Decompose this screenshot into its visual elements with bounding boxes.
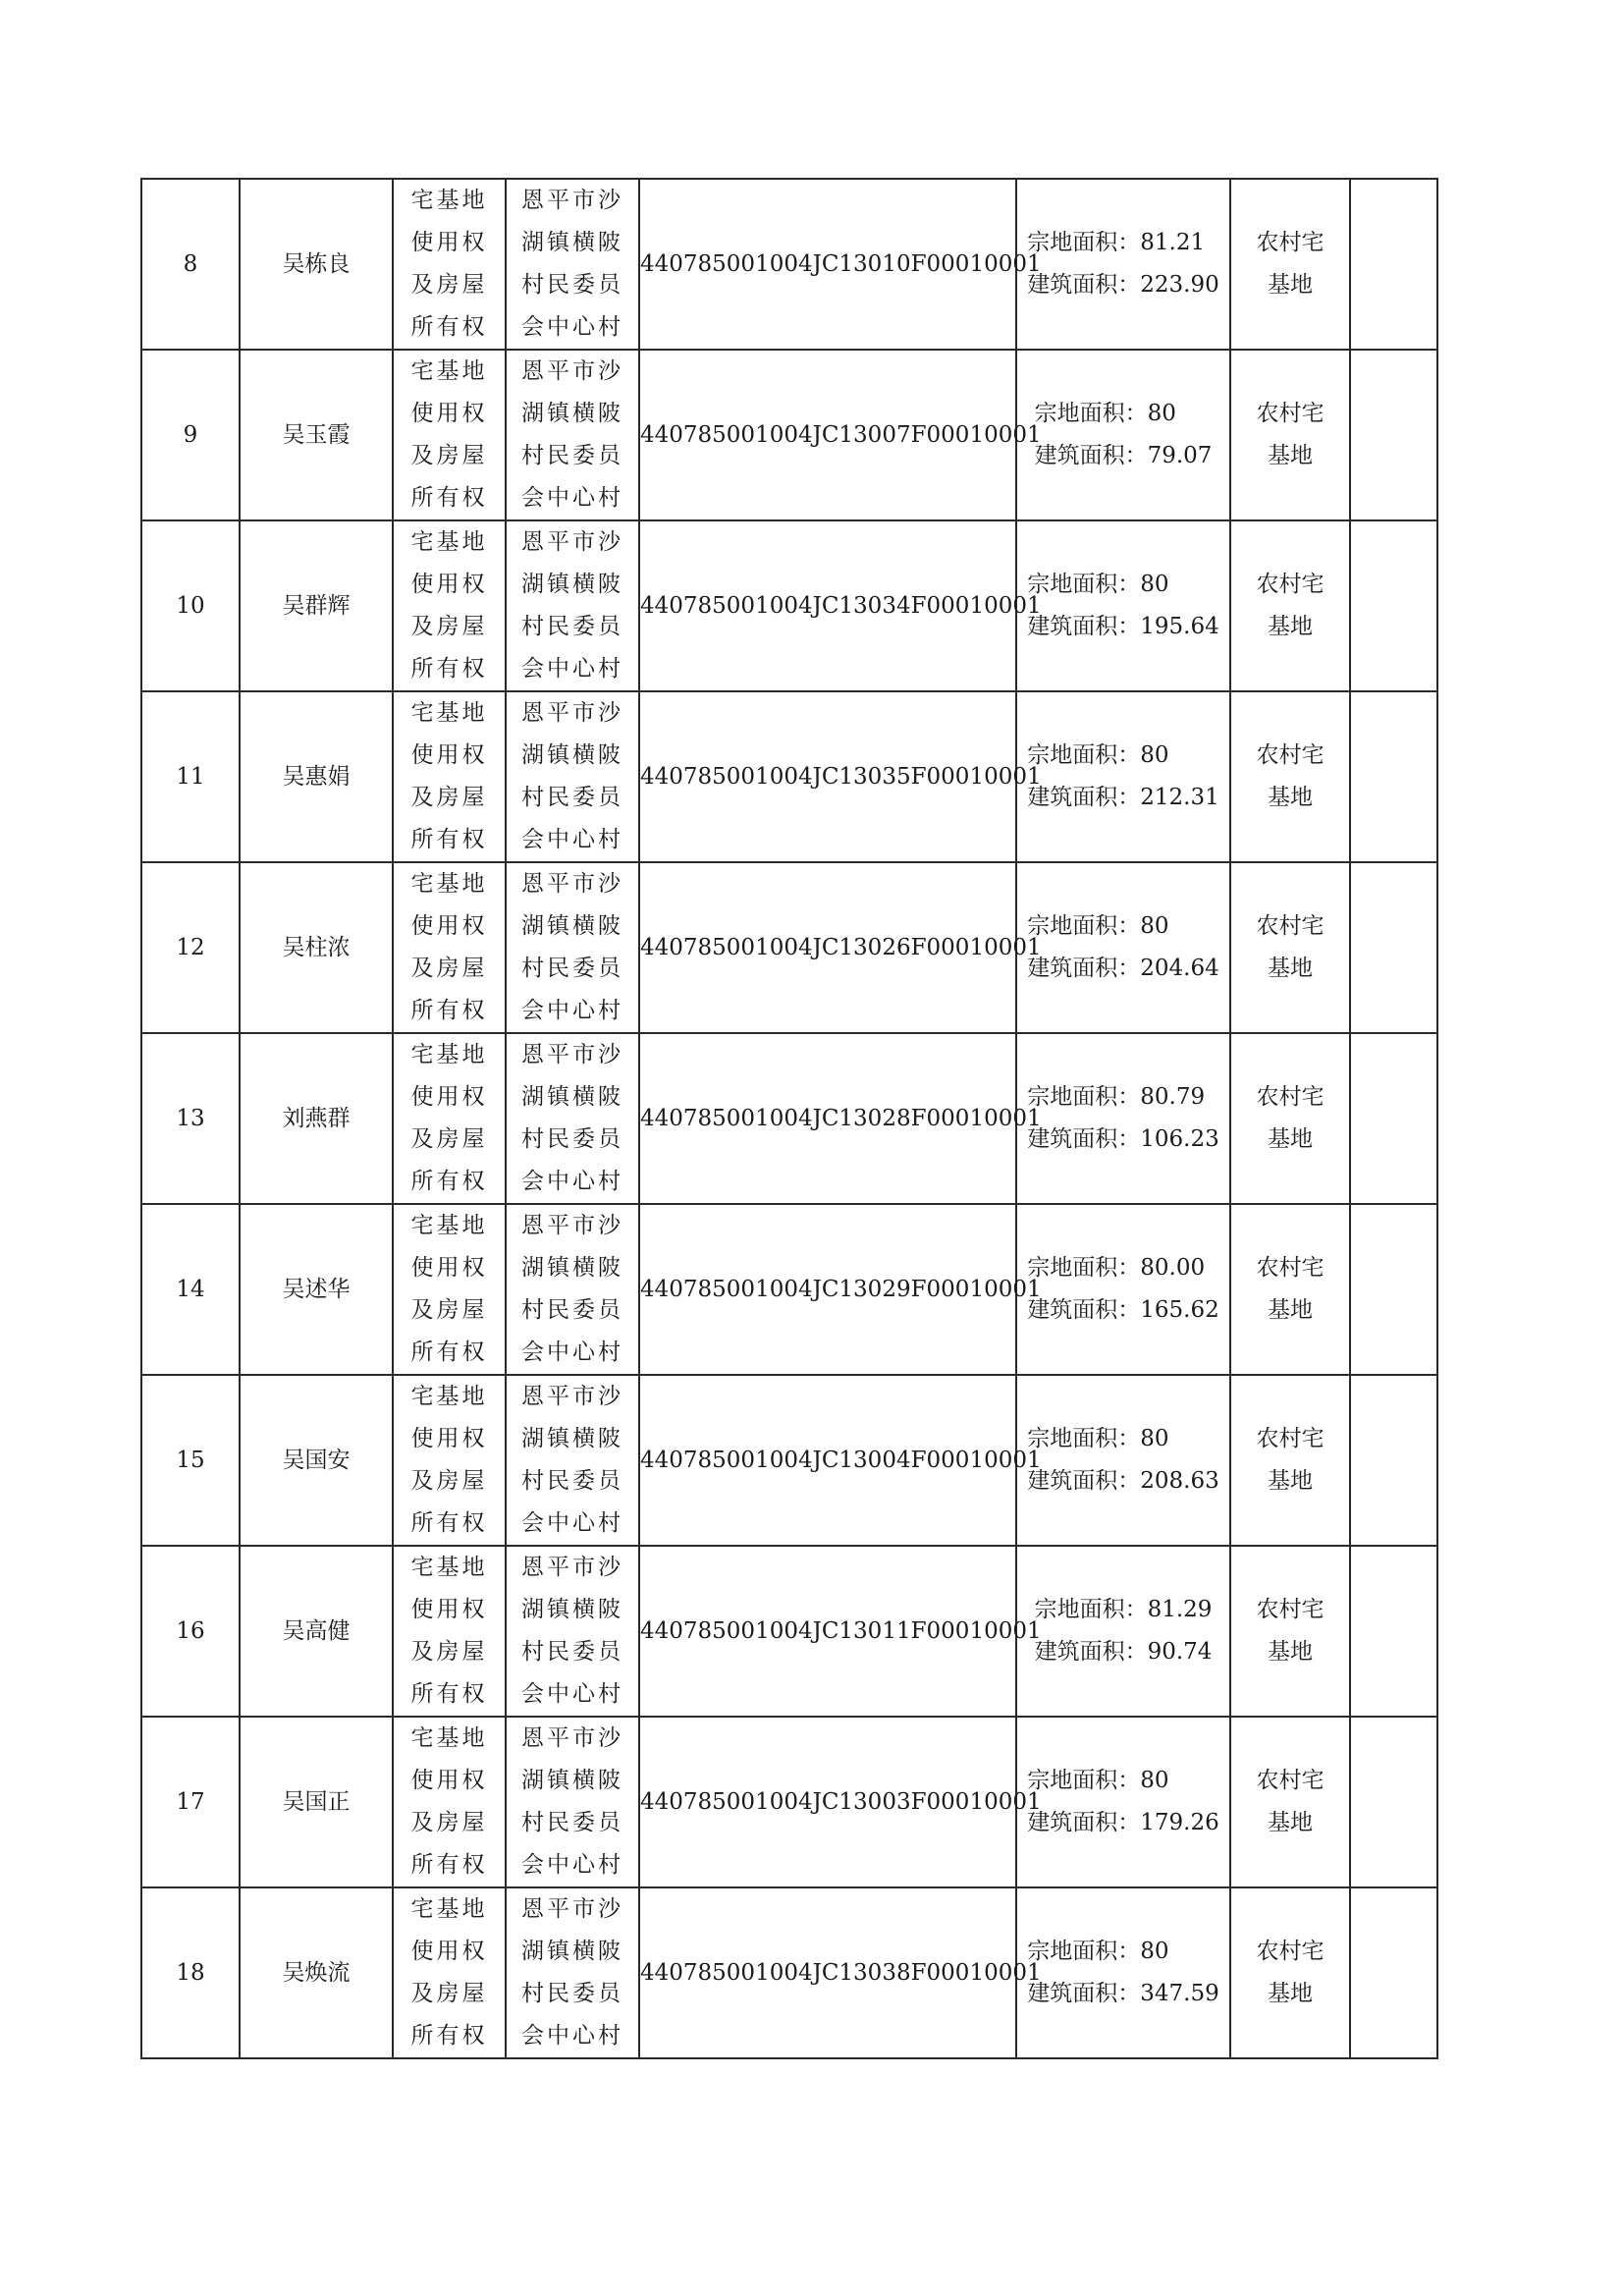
rights-type-line: 及房屋 xyxy=(410,1810,488,1835)
land-use xyxy=(1230,1546,1350,1717)
location-line: 湖镇横陂 xyxy=(521,1939,623,1964)
land-area-label: 宗地面积： xyxy=(1027,1939,1141,1964)
building-area xyxy=(1027,606,1218,648)
unit-code: 440785001004JC13035F00010001 xyxy=(639,691,1016,862)
building-area-value: 165.62 xyxy=(1140,1297,1219,1323)
land-use-line: 农村宅 xyxy=(1256,1255,1325,1281)
location-line: 会中心村 xyxy=(521,1681,623,1707)
land-area xyxy=(1027,1931,1218,1973)
land-area xyxy=(1027,1760,1218,1802)
rights-type-line: 使用权 xyxy=(410,1768,488,1793)
building-area-value: 347.59 xyxy=(1140,1981,1219,2006)
rights-type xyxy=(393,1887,506,2058)
land-use-line: 农村宅 xyxy=(1256,572,1325,597)
building-area xyxy=(1027,1460,1218,1503)
row-number: 18 xyxy=(141,1887,240,2058)
rights-type-line: 及房屋 xyxy=(410,956,488,981)
location-line: 会中心村 xyxy=(521,1339,623,1365)
building-area-value: 179.26 xyxy=(1140,1810,1219,1835)
land-area-label: 宗地面积： xyxy=(1034,1597,1148,1622)
table-row xyxy=(141,520,1437,691)
location-line: 村民委员 xyxy=(521,1468,623,1494)
area-cell xyxy=(1016,691,1230,862)
land-use-line: 基地 xyxy=(1268,956,1313,981)
table-row xyxy=(141,1546,1437,1717)
rights-type-line: 及房屋 xyxy=(410,443,488,468)
building-area-label: 建筑面积： xyxy=(1027,272,1141,298)
area-cell xyxy=(1016,1887,1230,2058)
rights-type-line: 及房屋 xyxy=(410,614,488,639)
rights-type-line: 及房屋 xyxy=(410,1126,488,1152)
building-area-value: 212.31 xyxy=(1140,785,1219,810)
remarks-cell xyxy=(1350,1033,1437,1204)
land-use xyxy=(1230,1887,1350,2058)
rights-type xyxy=(393,1033,506,1204)
building-area-label: 建筑面积： xyxy=(1027,956,1141,981)
location-line: 会中心村 xyxy=(521,314,623,340)
location-line: 湖镇横陂 xyxy=(521,1426,623,1451)
building-area-value: 90.74 xyxy=(1147,1639,1213,1665)
building-area-label: 建筑面积： xyxy=(1034,1639,1148,1665)
building-area xyxy=(1035,435,1213,477)
location-line: 恩平市沙 xyxy=(521,1725,623,1751)
row-number: 12 xyxy=(141,862,240,1033)
rights-type-line: 宅基地 xyxy=(410,358,488,384)
land-area-label: 宗地面积： xyxy=(1027,1084,1141,1110)
location-line: 湖镇横陂 xyxy=(521,1255,623,1281)
owner-name: 吴惠娟 xyxy=(240,691,393,862)
rights-type xyxy=(393,1717,506,1887)
location xyxy=(506,179,639,350)
area-cell xyxy=(1016,1546,1230,1717)
land-area xyxy=(1027,735,1218,777)
rights-type-line: 宅基地 xyxy=(410,1042,488,1067)
land-use-line: 农村宅 xyxy=(1256,742,1325,768)
location-line: 会中心村 xyxy=(521,1510,623,1536)
building-area-label: 建筑面积： xyxy=(1027,1810,1141,1835)
rights-type-line: 所有权 xyxy=(410,656,488,682)
building-area-label: 建筑面积： xyxy=(1027,1981,1141,2006)
rights-type-line: 及房屋 xyxy=(410,785,488,810)
unit-code: 440785001004JC13038F00010001 xyxy=(639,1887,1016,2058)
land-area-value: 80.79 xyxy=(1140,1084,1206,1110)
row-number: 16 xyxy=(141,1546,240,1717)
rights-type-line: 宅基地 xyxy=(410,871,488,897)
land-area-value: 80.00 xyxy=(1140,1255,1206,1281)
remarks-cell xyxy=(1350,1375,1437,1546)
location-line: 恩平市沙 xyxy=(521,1042,623,1067)
unit-code: 440785001004JC13011F00010001 xyxy=(639,1546,1016,1717)
table-row xyxy=(141,1375,1437,1546)
rights-type-line: 所有权 xyxy=(410,1169,488,1194)
unit-code: 440785001004JC13010F00010001 xyxy=(639,179,1016,350)
location-line: 湖镇横陂 xyxy=(521,1084,623,1110)
location-line: 会中心村 xyxy=(521,827,623,852)
area-cell xyxy=(1016,1033,1230,1204)
rights-type-line: 使用权 xyxy=(410,1255,488,1281)
owner-name: 吴焕流 xyxy=(240,1887,393,2058)
rights-type-line: 使用权 xyxy=(410,230,488,255)
land-area-value: 81.21 xyxy=(1140,230,1206,255)
building-area xyxy=(1027,777,1218,819)
building-area-value: 195.64 xyxy=(1140,614,1219,639)
rights-type-line: 使用权 xyxy=(410,1426,488,1451)
location-line: 恩平市沙 xyxy=(521,871,623,897)
land-use-line: 基地 xyxy=(1268,1297,1313,1323)
row-number: 14 xyxy=(141,1204,240,1375)
land-use-line: 农村宅 xyxy=(1256,1939,1325,1964)
location-line: 恩平市沙 xyxy=(521,188,623,213)
location-line: 湖镇横陂 xyxy=(521,742,623,768)
land-area xyxy=(1027,1418,1218,1460)
row-number: 17 xyxy=(141,1717,240,1887)
owner-name: 吴国正 xyxy=(240,1717,393,1887)
land-area xyxy=(1027,1076,1218,1119)
building-area-value: 106.23 xyxy=(1140,1126,1219,1152)
location-line: 湖镇横陂 xyxy=(521,1597,623,1622)
owner-name: 刘燕群 xyxy=(240,1033,393,1204)
location-line: 湖镇横陂 xyxy=(521,230,623,255)
area-cell xyxy=(1016,179,1230,350)
location xyxy=(506,520,639,691)
location-line: 湖镇横陂 xyxy=(521,1768,623,1793)
row-number: 15 xyxy=(141,1375,240,1546)
unit-code: 440785001004JC13029F00010001 xyxy=(639,1204,1016,1375)
area-cell xyxy=(1016,520,1230,691)
land-area-label: 宗地面积： xyxy=(1027,230,1141,255)
remarks-cell xyxy=(1350,1546,1437,1717)
rights-type xyxy=(393,862,506,1033)
rights-type-line: 所有权 xyxy=(410,1681,488,1707)
rights-type-line: 宅基地 xyxy=(410,529,488,555)
building-area-value: 208.63 xyxy=(1140,1468,1219,1494)
table-row xyxy=(141,691,1437,862)
area-cell xyxy=(1016,350,1230,520)
rights-type-line: 所有权 xyxy=(410,1852,488,1878)
location-line: 湖镇横陂 xyxy=(521,401,623,426)
location-line: 村民委员 xyxy=(521,1126,623,1152)
location-line: 会中心村 xyxy=(521,2023,623,2049)
property-register-table xyxy=(140,178,1438,2059)
building-area xyxy=(1027,1802,1218,1844)
rights-type-line: 宅基地 xyxy=(410,1213,488,1238)
rights-type-line: 及房屋 xyxy=(410,1468,488,1494)
rights-type-line: 使用权 xyxy=(410,1597,488,1622)
rights-type-line: 使用权 xyxy=(410,913,488,939)
building-area xyxy=(1027,948,1218,990)
unit-code: 440785001004JC13026F00010001 xyxy=(639,862,1016,1033)
rights-type-line: 所有权 xyxy=(410,998,488,1023)
land-use-line: 基地 xyxy=(1268,1126,1313,1152)
land-area-value: 80 xyxy=(1140,572,1169,597)
land-use-line: 基地 xyxy=(1268,272,1313,298)
row-number: 9 xyxy=(141,350,240,520)
rights-type-line: 所有权 xyxy=(410,1510,488,1536)
location-line: 恩平市沙 xyxy=(521,1555,623,1580)
remarks-cell xyxy=(1350,520,1437,691)
location-line: 村民委员 xyxy=(521,1981,623,2006)
land-area-label: 宗地面积： xyxy=(1027,572,1141,597)
land-area-value: 80 xyxy=(1140,1939,1169,1964)
land-area-label: 宗地面积： xyxy=(1027,1255,1141,1281)
owner-name: 吴柱浓 xyxy=(240,862,393,1033)
building-area-label: 建筑面积： xyxy=(1034,443,1148,468)
rights-type-line: 使用权 xyxy=(410,1939,488,1964)
table-row xyxy=(141,1887,1437,2058)
rights-type xyxy=(393,350,506,520)
building-area-label: 建筑面积： xyxy=(1027,785,1141,810)
building-area-label: 建筑面积： xyxy=(1027,1297,1141,1323)
table-row xyxy=(141,179,1437,350)
location-line: 村民委员 xyxy=(521,272,623,298)
land-area xyxy=(1027,222,1218,264)
remarks-cell xyxy=(1350,691,1437,862)
location-line: 会中心村 xyxy=(521,656,623,682)
location-line: 恩平市沙 xyxy=(521,700,623,726)
land-use-line: 基地 xyxy=(1268,614,1313,639)
unit-code: 440785001004JC13003F00010001 xyxy=(639,1717,1016,1887)
land-area xyxy=(1035,393,1213,435)
land-use-line: 基地 xyxy=(1268,1639,1313,1665)
row-number: 13 xyxy=(141,1033,240,1204)
row-number: 10 xyxy=(141,520,240,691)
land-use-line: 农村宅 xyxy=(1256,1768,1325,1793)
location-line: 村民委员 xyxy=(521,614,623,639)
rights-type-line: 及房屋 xyxy=(410,1297,488,1323)
unit-code: 440785001004JC13028F00010001 xyxy=(639,1033,1016,1204)
rights-type xyxy=(393,520,506,691)
land-area-label: 宗地面积： xyxy=(1027,742,1141,768)
building-area-value: 79.07 xyxy=(1147,443,1213,468)
rights-type xyxy=(393,179,506,350)
rights-type-line: 宅基地 xyxy=(410,1555,488,1580)
owner-name: 吴高健 xyxy=(240,1546,393,1717)
owner-name: 吴栋良 xyxy=(240,179,393,350)
land-use xyxy=(1230,1375,1350,1546)
rights-type xyxy=(393,1204,506,1375)
location xyxy=(506,862,639,1033)
land-use xyxy=(1230,691,1350,862)
rights-type-line: 宅基地 xyxy=(410,700,488,726)
location xyxy=(506,350,639,520)
remarks-cell xyxy=(1350,179,1437,350)
land-use xyxy=(1230,1033,1350,1204)
area-cell xyxy=(1016,1204,1230,1375)
area-cell xyxy=(1016,1375,1230,1546)
building-area xyxy=(1027,264,1218,306)
building-area-label: 建筑面积： xyxy=(1027,1468,1141,1494)
location-line: 村民委员 xyxy=(521,443,623,468)
remarks-cell xyxy=(1350,350,1437,520)
location-line: 恩平市沙 xyxy=(521,358,623,384)
rights-type-line: 及房屋 xyxy=(410,1981,488,2006)
rights-type-line: 所有权 xyxy=(410,314,488,340)
rights-type-line: 宅基地 xyxy=(410,1896,488,1922)
rights-type-line: 所有权 xyxy=(410,485,488,511)
rights-type-line: 使用权 xyxy=(410,1084,488,1110)
table-row xyxy=(141,1033,1437,1204)
unit-code: 440785001004JC13034F00010001 xyxy=(639,520,1016,691)
row-number: 8 xyxy=(141,179,240,350)
location-line: 村民委员 xyxy=(521,785,623,810)
rights-type xyxy=(393,1546,506,1717)
building-area xyxy=(1027,1973,1218,2015)
land-use-line: 基地 xyxy=(1268,785,1313,810)
land-area-value: 80 xyxy=(1147,401,1176,426)
rights-type-line: 宅基地 xyxy=(410,1384,488,1409)
table-row xyxy=(141,862,1437,1033)
location xyxy=(506,1375,639,1546)
building-area xyxy=(1035,1631,1213,1673)
remarks-cell xyxy=(1350,1204,1437,1375)
land-use-line: 基地 xyxy=(1268,1981,1313,2006)
land-use-line: 农村宅 xyxy=(1256,913,1325,939)
land-use-line: 农村宅 xyxy=(1256,401,1325,426)
rights-type xyxy=(393,691,506,862)
land-use xyxy=(1230,1717,1350,1887)
unit-code: 440785001004JC13004F00010001 xyxy=(639,1375,1016,1546)
remarks-cell xyxy=(1350,1717,1437,1887)
location xyxy=(506,1204,639,1375)
location-line: 会中心村 xyxy=(521,485,623,511)
table-row xyxy=(141,1717,1437,1887)
land-area-value: 80 xyxy=(1140,1426,1169,1451)
location-line: 湖镇横陂 xyxy=(521,913,623,939)
location xyxy=(506,1887,639,2058)
building-area xyxy=(1027,1289,1218,1332)
remarks-cell xyxy=(1350,862,1437,1033)
table-row xyxy=(141,350,1437,520)
land-area xyxy=(1027,905,1218,948)
location-line: 村民委员 xyxy=(521,1810,623,1835)
land-use-line: 农村宅 xyxy=(1256,1084,1325,1110)
owner-name: 吴玉霞 xyxy=(240,350,393,520)
owner-name: 吴群辉 xyxy=(240,520,393,691)
land-use-line: 基地 xyxy=(1268,443,1313,468)
land-area-value: 81.29 xyxy=(1147,1597,1213,1622)
land-area-label: 宗地面积： xyxy=(1034,401,1148,426)
table-body xyxy=(141,179,1437,2058)
rights-type xyxy=(393,1375,506,1546)
land-use xyxy=(1230,520,1350,691)
location-line: 会中心村 xyxy=(521,1169,623,1194)
rights-type-line: 所有权 xyxy=(410,1339,488,1365)
owner-name: 吴述华 xyxy=(240,1204,393,1375)
land-area-value: 80 xyxy=(1140,1768,1169,1793)
rights-type-line: 及房屋 xyxy=(410,1639,488,1665)
building-area-label: 建筑面积： xyxy=(1027,614,1141,639)
land-use-line: 基地 xyxy=(1268,1810,1313,1835)
land-use-line: 农村宅 xyxy=(1256,1597,1325,1622)
location-line: 恩平市沙 xyxy=(521,1384,623,1409)
land-area xyxy=(1027,564,1218,606)
rights-type-line: 宅基地 xyxy=(410,188,488,213)
location-line: 村民委员 xyxy=(521,1639,623,1665)
land-use-line: 农村宅 xyxy=(1256,1426,1325,1451)
row-number: 11 xyxy=(141,691,240,862)
remarks-cell xyxy=(1350,1887,1437,2058)
location-line: 村民委员 xyxy=(521,1297,623,1323)
location xyxy=(506,1546,639,1717)
building-area-label: 建筑面积： xyxy=(1027,1126,1141,1152)
land-area-label: 宗地面积： xyxy=(1027,1426,1141,1451)
rights-type-line: 使用权 xyxy=(410,401,488,426)
location-line: 恩平市沙 xyxy=(521,1896,623,1922)
unit-code: 440785001004JC13007F00010001 xyxy=(639,350,1016,520)
location-line: 会中心村 xyxy=(521,998,623,1023)
building-area xyxy=(1027,1119,1218,1161)
rights-type-line: 及房屋 xyxy=(410,272,488,298)
location-line: 村民委员 xyxy=(521,956,623,981)
building-area-value: 223.90 xyxy=(1140,272,1219,298)
area-cell xyxy=(1016,862,1230,1033)
land-use xyxy=(1230,1204,1350,1375)
land-area xyxy=(1035,1589,1213,1631)
table-row xyxy=(141,1204,1437,1375)
land-use-line: 农村宅 xyxy=(1256,230,1325,255)
location-line: 湖镇横陂 xyxy=(521,572,623,597)
land-area-value: 80 xyxy=(1140,742,1169,768)
location-line: 会中心村 xyxy=(521,1852,623,1878)
location xyxy=(506,691,639,862)
land-use xyxy=(1230,350,1350,520)
building-area-value: 204.64 xyxy=(1140,956,1219,981)
land-use xyxy=(1230,862,1350,1033)
location xyxy=(506,1717,639,1887)
land-area-value: 80 xyxy=(1140,913,1169,939)
rights-type-line: 宅基地 xyxy=(410,1725,488,1751)
owner-name: 吴国安 xyxy=(240,1375,393,1546)
land-area-label: 宗地面积： xyxy=(1027,1768,1141,1793)
land-use xyxy=(1230,179,1350,350)
land-area-label: 宗地面积： xyxy=(1027,913,1141,939)
location xyxy=(506,1033,639,1204)
rights-type-line: 所有权 xyxy=(410,2023,488,2049)
rights-type-line: 使用权 xyxy=(410,742,488,768)
location-line: 恩平市沙 xyxy=(521,1213,623,1238)
area-cell xyxy=(1016,1717,1230,1887)
land-area xyxy=(1027,1247,1218,1289)
rights-type-line: 所有权 xyxy=(410,827,488,852)
location-line: 恩平市沙 xyxy=(521,529,623,555)
land-use-line: 基地 xyxy=(1268,1468,1313,1494)
rights-type-line: 使用权 xyxy=(410,572,488,597)
